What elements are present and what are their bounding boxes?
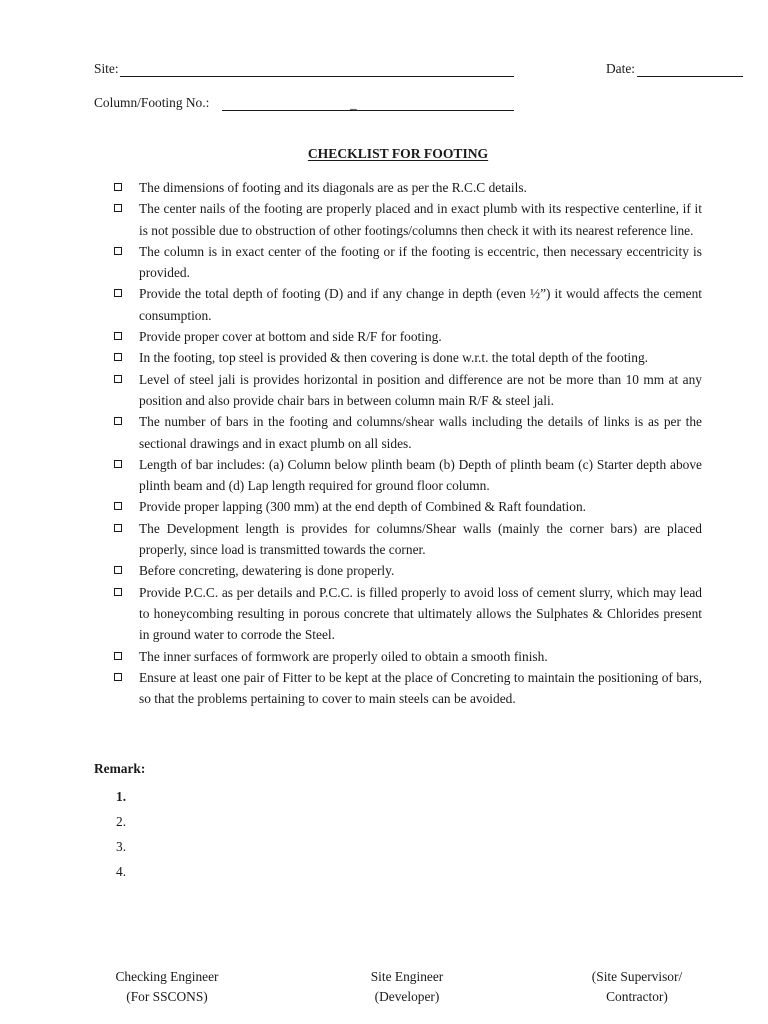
signature-org: Contractor) <box>606 989 668 1004</box>
checkbox-icon[interactable] <box>114 375 122 383</box>
signature-role: Checking Engineer <box>115 969 219 984</box>
checkbox-icon[interactable] <box>114 332 122 340</box>
checklist-item <box>0 177 702 198</box>
remark-item-4: 4. <box>116 864 127 879</box>
checklist-item-text: Length of bar includes: (a) Column below plinth beam (b) Depth of plinth beam (c) Starter depth above plinth beam and (d) Lap length required for ground floor column. <box>139 456 702 494</box>
checklist-item <box>0 347 702 368</box>
checklist-item-text: Level of steel jali is provides horizontal in position and difference are not be more than 10 mm at any position and also provide chair bars in between column main R/F & steel jali. <box>139 371 702 408</box>
checkbox-icon[interactable] <box>114 673 122 681</box>
date-field-line[interactable] <box>637 76 743 77</box>
checklist-item-text: Provide P.C.C. as per details and P.C.C. is filled properly to avoid loss of cement slurry, which may lead to honeycombing resulting in porous concrete that ultimately allows the Sulphates & Chlorides present in ground water to corrode the Steel. <box>139 584 702 643</box>
checklist-item-text: The column is in exact center of the footing or if the footing is eccentric, then necessary eccentricity is provided. <box>139 243 702 281</box>
remark-item-3: 3. <box>116 839 127 854</box>
signature-checking-engineer <box>87 967 247 1007</box>
date-label: Date: <box>606 61 635 76</box>
checklist-item <box>0 560 702 581</box>
column-footing-mark: _ <box>350 96 357 111</box>
checkbox-icon[interactable] <box>114 183 122 191</box>
checklist-item-text: The dimensions of footing and its diagonals are as per the R.C.C details. <box>139 180 527 195</box>
checklist-item <box>0 198 702 241</box>
checklist-item <box>0 646 702 667</box>
remark-item-2: 2. <box>116 814 127 829</box>
checklist-item <box>0 369 702 412</box>
checklist-item-text: Provide proper cover at bottom and side R/F for footing. <box>139 329 442 345</box>
signature-role: (Site Supervisor/ <box>591 969 683 984</box>
checkbox-icon[interactable] <box>114 247 122 255</box>
page-title-text: CHECKLIST FOR FOOTING <box>307 146 489 161</box>
remark-label: Remark: <box>94 761 146 776</box>
remark-item-1: 1. <box>116 789 127 804</box>
site-field-line[interactable] <box>120 76 514 77</box>
checkbox-icon[interactable] <box>114 524 122 532</box>
signature-site-engineer <box>327 967 487 1007</box>
checkbox-icon[interactable] <box>114 353 122 361</box>
checklist-item-text: Ensure at least one pair of Fitter to be kept at the place of Concreting to maintain the positioning of bars, so that the problems pertaining to cover to main steels can be avoided. <box>139 669 702 707</box>
checklist-item <box>0 411 702 454</box>
checklist-item <box>0 518 702 561</box>
checkbox-icon[interactable] <box>114 204 122 212</box>
checklist-item-text: Provide the total depth of footing (D) and if any change in depth (even ½”) it would affects the cement consumption. <box>139 286 702 323</box>
checklist-item-text: The Development length is provides for columns/Shear walls (mainly the corner bars) are placed properly, since load is transmitted towards the corner. <box>139 520 702 558</box>
checkbox-icon[interactable] <box>114 460 122 468</box>
checklist-item <box>0 667 702 710</box>
checklist-item <box>0 241 702 284</box>
checkbox-icon[interactable] <box>114 588 122 596</box>
checklist-item <box>0 454 702 497</box>
checkbox-icon[interactable] <box>114 652 122 660</box>
column-footing-label: Column/Footing No.: <box>94 95 210 110</box>
checklist-item <box>0 283 702 326</box>
signature-org: (For SSCONS) <box>126 989 208 1004</box>
footing-checklist <box>0 177 768 709</box>
checklist-item-text: The number of bars in the footing and columns/shear walls including the details of links is as per the sectional drawings and in exact plumb on all sides. <box>139 414 702 451</box>
signature-org: (Developer) <box>374 989 440 1004</box>
checkbox-icon[interactable] <box>114 289 122 297</box>
checklist-item <box>0 326 702 347</box>
checklist-item <box>0 496 702 517</box>
checklist-item-text: Provide proper lapping (300 mm) at the end depth of Combined & Raft foundation. <box>139 499 587 515</box>
column-footing-field-line[interactable] <box>222 110 514 111</box>
checklist-item-text: The inner surfaces of formwork are properly oiled to obtain a smooth finish. <box>139 648 548 664</box>
checkbox-icon[interactable] <box>114 502 122 510</box>
checkbox-icon[interactable] <box>114 566 122 574</box>
checkbox-icon[interactable] <box>114 417 122 425</box>
checklist-item <box>0 582 702 646</box>
site-label: Site: <box>94 61 119 76</box>
checklist-item-text: Before concreting, dewatering is done properly. <box>139 563 395 579</box>
checklist-item-text: In the footing, top steel is provided & then covering is done w.r.t. the total depth of the footing. <box>139 350 648 366</box>
signature-role: Site Engineer <box>370 969 444 984</box>
signature-site-supervisor <box>557 967 717 1007</box>
page-title <box>0 146 768 162</box>
checklist-item-text: The center nails of the footing are properly placed and in exact plumb with its respective centerline, if it is not possible due to obstruction of other footings/columns then check it with its nearest reference line. <box>139 201 702 238</box>
